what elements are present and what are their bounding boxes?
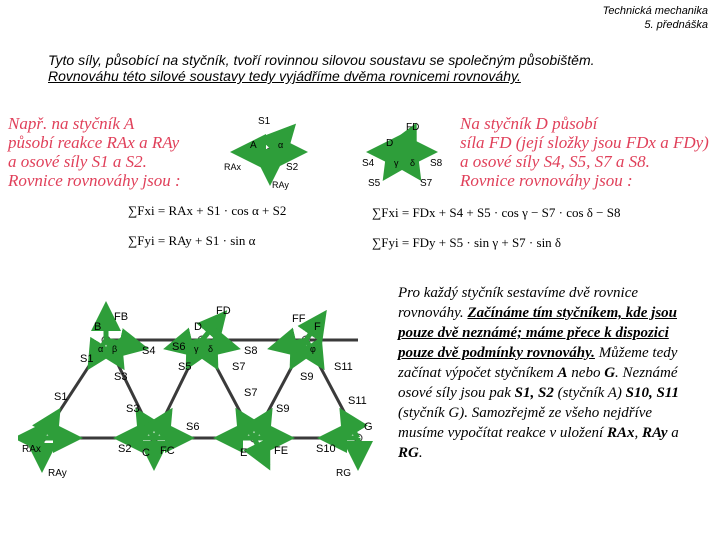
t-s6b: S6 xyxy=(186,421,200,433)
right-block xyxy=(460,114,718,190)
label-s1: S1 xyxy=(258,116,271,127)
t-s11: S11 xyxy=(334,361,353,373)
label-s5: S5 xyxy=(368,178,381,189)
t-ray: RAy xyxy=(48,468,67,479)
t-s7b: S7 xyxy=(244,387,258,399)
right-equation-2: ∑Fyi = FDy + S5 · sin γ + S7 · sin δ xyxy=(372,235,562,250)
t-s11b: S11 xyxy=(348,395,367,407)
explanation-paragraph xyxy=(398,283,698,463)
right-equation-1: ∑Fxi = FDx + S4 + S5 · cos γ − S7 · cos δ − S8 xyxy=(372,205,621,220)
t-e: E xyxy=(240,447,248,459)
t-b: B xyxy=(94,321,102,333)
t-rax: RAx xyxy=(22,444,41,455)
label-rax: RAx xyxy=(224,162,242,172)
para-a: a xyxy=(671,425,679,441)
truss-diagram xyxy=(18,300,388,482)
t-s1b: S1 xyxy=(54,391,68,403)
t-s7: S7 xyxy=(232,361,246,373)
left-line-3: a osové síly S1 a S2. xyxy=(8,152,147,171)
t-f: F xyxy=(314,321,321,333)
para-s1-s2: S1, S2 xyxy=(514,385,554,401)
para-dot: . xyxy=(418,445,423,461)
node-d-diagram xyxy=(356,118,448,192)
t-s8: S8 xyxy=(244,345,258,357)
label-s8: S8 xyxy=(430,158,443,169)
t-fc: FC xyxy=(160,445,175,457)
para-sentence-1: Pro každý styčník sestavíme dvě rovnice rovnováhy. xyxy=(398,285,639,321)
t-c: C xyxy=(142,447,150,459)
t-fd: FD xyxy=(216,305,231,317)
label-ray: RAy xyxy=(272,180,289,190)
para-sentence-2: Začínáme tím styčníkem, kde jsou pouze dvě neznámé; máme přece k dispozici pouze dvě podmínky rovnováhy. xyxy=(398,305,678,361)
para-s10-s11: S10, S11 xyxy=(625,385,679,401)
page-header xyxy=(603,4,708,32)
t-s2: S2 xyxy=(118,443,132,455)
left-line-4: Rovnice rovnováhy jsou : xyxy=(8,171,181,190)
right-line-3: a osové síly S4, S5, S7 a S8. xyxy=(460,152,650,171)
para-rg: RG xyxy=(398,445,419,461)
intro-line-1: Tyto síly, působící na styčník, tvoří rovinnou silovou soustavu se společným působištěm. xyxy=(48,52,595,68)
label-a: A xyxy=(250,140,257,151)
label-gamma: γ xyxy=(394,158,399,168)
label-fd: FD xyxy=(406,122,420,133)
para-node-a-note: (styčník A) xyxy=(557,385,622,401)
label-s2: S2 xyxy=(286,162,299,173)
node-a-diagram xyxy=(222,110,312,192)
t-g: G xyxy=(364,421,373,433)
t-s3b: S3 xyxy=(126,403,140,415)
t-beta: β xyxy=(112,344,118,354)
lecture-number: 5. přednáška xyxy=(644,19,708,31)
t-s6: S6 xyxy=(172,341,186,353)
truss-arrows xyxy=(18,306,358,468)
t-s3: S3 xyxy=(114,371,128,383)
t-s4: S4 xyxy=(142,345,156,357)
para-sentence-5: (styčník G). Samozřejmě ze všeho nejdříve musíme vypočítat reakce v uložení xyxy=(398,405,653,441)
right-line-4: Rovnice rovnováhy jsou : xyxy=(460,171,633,190)
intro-text xyxy=(48,52,708,84)
left-line-1: Např. na styčník A xyxy=(8,114,135,133)
label-s4: S4 xyxy=(362,158,375,169)
t-fe: FE xyxy=(274,445,289,457)
t-d: D xyxy=(194,321,202,333)
t-s10: S10 xyxy=(316,443,336,455)
para-ray: RAy xyxy=(641,425,668,441)
para-node-g: G xyxy=(604,365,616,381)
label-s7: S7 xyxy=(420,178,433,189)
para-node-a: A xyxy=(557,365,568,381)
left-line-2: působí reakce RAx a RAy xyxy=(8,133,180,152)
right-line-2: síla FD (její složky jsou FDx a FDy) xyxy=(460,133,709,152)
label-alpha: α xyxy=(278,140,284,150)
t-ff: FF xyxy=(292,313,306,325)
t-s9b: S9 xyxy=(276,403,290,415)
left-equation-2: ∑Fyi = RAy + S1 · sin α xyxy=(128,233,256,248)
t-alpha: α xyxy=(98,344,104,354)
course-title: Technická mechanika xyxy=(602,5,708,17)
t-s5: S5 xyxy=(178,361,192,373)
intro-line-2: Rovnováhu této silové soustavy tedy vyjádříme dvěma rovnicemi rovnováhy. xyxy=(48,68,521,84)
left-equation-1: ∑Fxi = RAx + S1 · cos α + S2 xyxy=(128,203,287,218)
para-nebo: nebo xyxy=(571,365,601,381)
t-rg: RG xyxy=(336,468,351,479)
t-phi: φ xyxy=(310,344,316,354)
t-delta: δ xyxy=(208,344,214,354)
t-fb: FB xyxy=(114,311,129,323)
para-comma: , xyxy=(634,425,639,441)
para-sentence-3: Můžeme tedy začínat výpočet styčníkem xyxy=(398,345,678,381)
para-rax: RAx xyxy=(606,425,635,441)
t-s9: S9 xyxy=(300,371,314,383)
t-s1: S1 xyxy=(80,353,94,365)
label-delta: δ xyxy=(410,158,416,168)
t-gamma: γ xyxy=(194,344,199,354)
label-d: D xyxy=(386,138,394,149)
right-line-1: Na styčník D působí xyxy=(460,114,598,133)
para-sentence-4: . Neznámé osové síly jsou pak xyxy=(398,365,678,401)
truss-label-group xyxy=(22,305,373,479)
